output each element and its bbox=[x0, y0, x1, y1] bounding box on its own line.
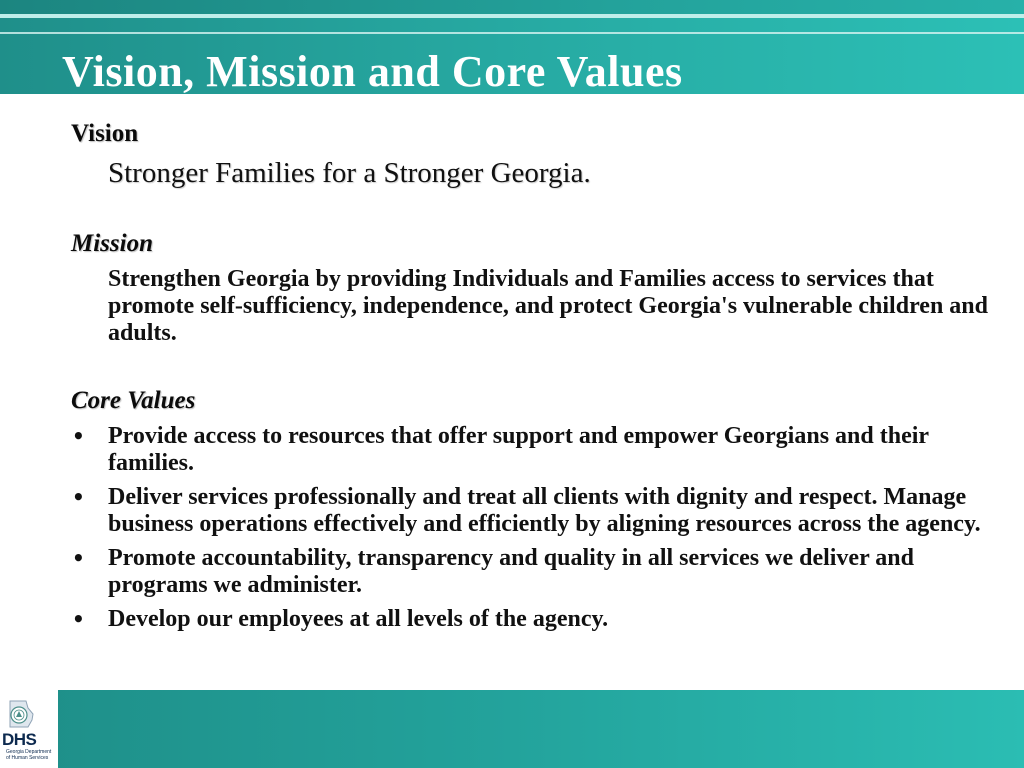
mission-heading: Mission bbox=[71, 230, 153, 257]
bullet-icon: • bbox=[72, 546, 85, 570]
vision-text: Stronger Families for a Stronger Georgia. bbox=[108, 157, 591, 189]
header-light-stripe bbox=[0, 14, 1024, 18]
vision-heading: Vision bbox=[71, 120, 139, 147]
georgia-seal-icon bbox=[4, 698, 36, 730]
header-light-stripe-thin bbox=[0, 32, 1024, 34]
core-value-text: Promote accountability, transparency and quality in all services we deliver and programs we administer. bbox=[108, 545, 914, 598]
footer-band bbox=[0, 690, 1024, 768]
header-top-stripe bbox=[0, 0, 1024, 14]
bullet-icon: • bbox=[72, 424, 85, 448]
bullet-icon: • bbox=[72, 485, 85, 509]
core-values-heading: Core Values bbox=[71, 387, 196, 414]
core-value-item bbox=[70, 423, 1000, 477]
bullet-icon: • bbox=[72, 607, 85, 631]
dhs-logo bbox=[0, 690, 58, 768]
core-values-list bbox=[70, 423, 1000, 640]
core-value-item bbox=[70, 484, 1000, 538]
mission-text: Strengthen Georgia by providing Individuals and Families access to services that promote self-sufficiency, independence, and protect Georgia's vulnerable children and adults. bbox=[108, 266, 988, 346]
slide-content bbox=[0, 94, 1024, 690]
header-band bbox=[0, 0, 1024, 94]
core-value-text: Develop our employees at all levels of the agency. bbox=[108, 606, 609, 632]
logo-subtitle: Georgia Department of Human Services bbox=[6, 749, 52, 761]
core-value-item bbox=[70, 606, 1000, 633]
page-title: Vision, Mission and Core Values bbox=[62, 47, 683, 96]
logo-abbreviation: DHS bbox=[2, 730, 37, 749]
core-value-item bbox=[70, 545, 1000, 599]
core-value-text: Provide access to resources that offer support and empower Georgians and their families. bbox=[108, 423, 929, 476]
core-value-text: Deliver services professionally and treat all clients with dignity and respect. Manage business operations effectively and efficiently by aligning resources across the agency. bbox=[108, 484, 981, 537]
